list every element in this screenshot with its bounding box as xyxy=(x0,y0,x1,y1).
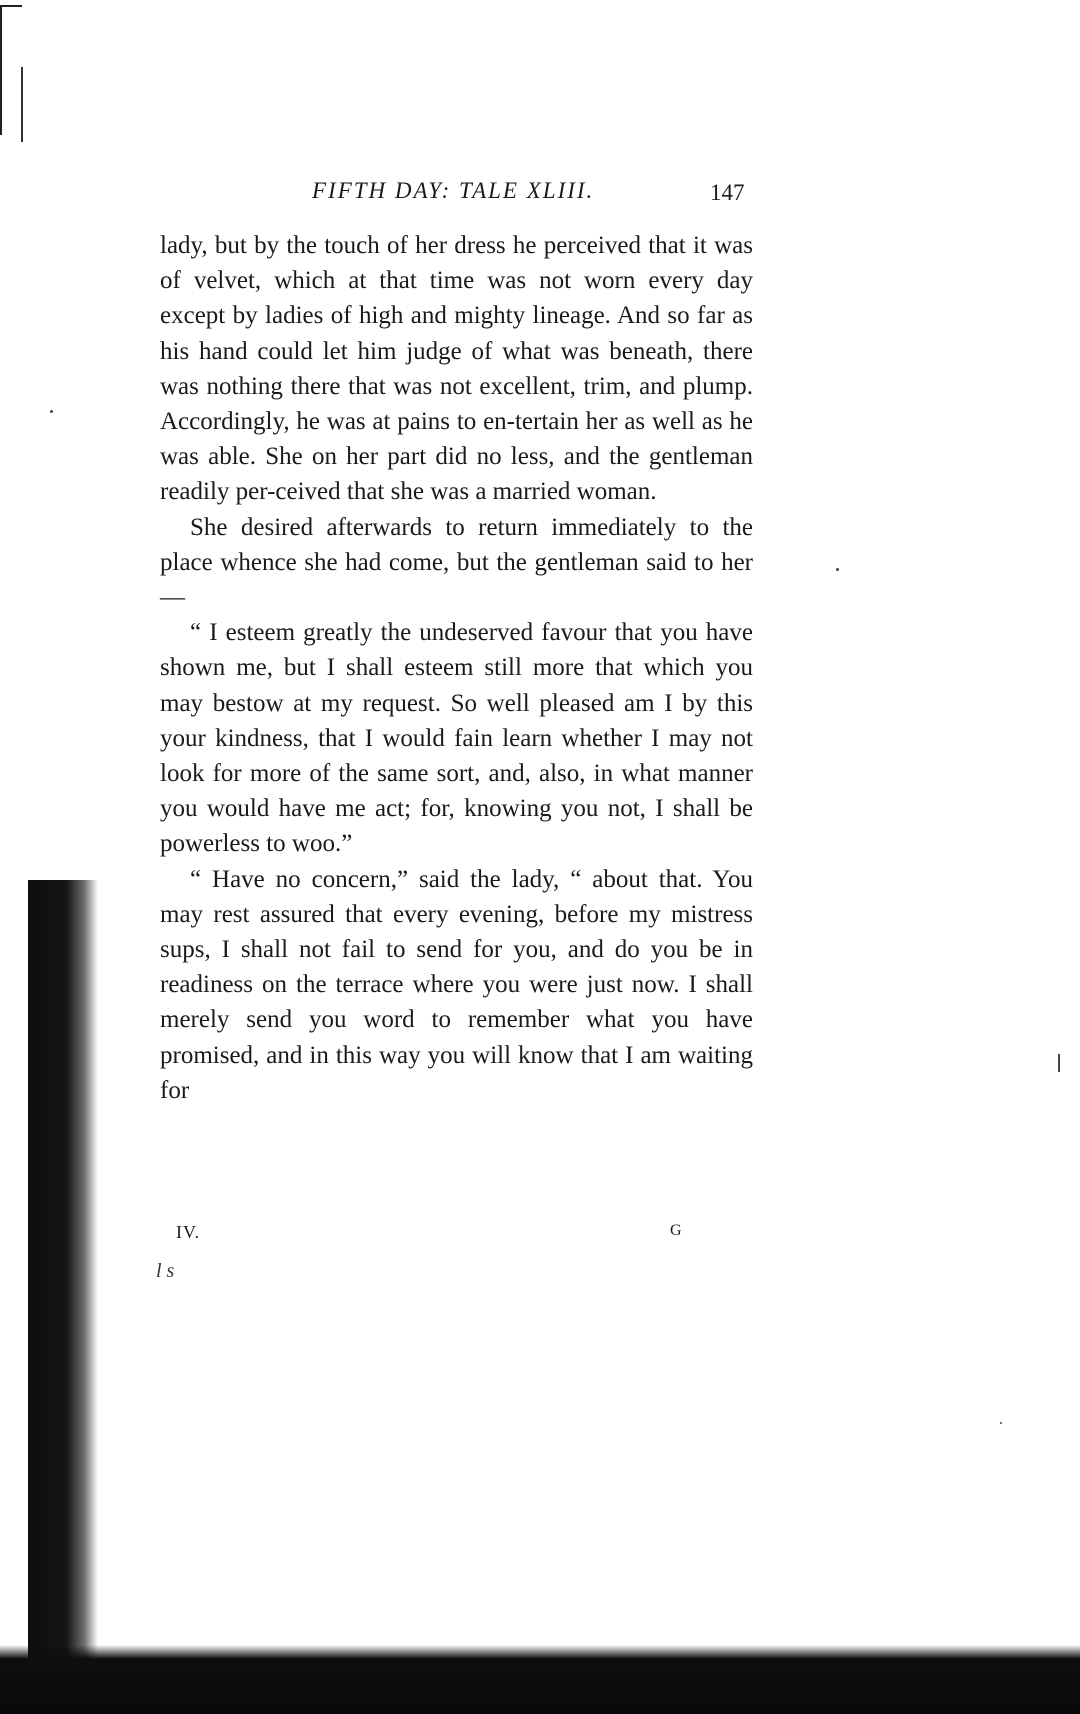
paragraph: “ Have no concern,” said the lady, “ about that. You may rest assured that every evening, before my mistress sups, I shall not fail to send for you, and do you be in readiness on the terrace where you were just now. I shall merely send you word to remember what you have promised, and in this way you will know that I am waiting for xyxy=(160,865,753,1104)
scan-corner-mark xyxy=(0,5,22,135)
scan-speck xyxy=(1058,1054,1060,1072)
bottom-scan-shadow xyxy=(0,1645,1080,1714)
volume-signature: IV. xyxy=(176,1222,201,1242)
paragraph: “ I esteem greatly the undeserved favour that you have shown me, but I shall esteem still more that which you may bestow at my request. So well pleased am I by this your kindness, that I would fain learn whether I may not look for more of the same sort, and, also, in what manner you would have me act; for, knowing you not, I shall be powerless to woo.” xyxy=(160,619,753,858)
scan-speck xyxy=(836,568,839,571)
scan-speck xyxy=(50,410,53,413)
running-title: FIFTH DAY: TALE XLIII. xyxy=(312,178,595,203)
paragraph: She desired afterwards to return immediately to the place whence she had come, but the gentleman said to her— xyxy=(160,513,753,612)
scan-speck xyxy=(1000,1422,1002,1424)
page-number: 147 xyxy=(710,180,745,205)
body-text xyxy=(160,228,753,1108)
spine-shadow xyxy=(28,880,98,1660)
pencil-scribble: l s xyxy=(156,1260,175,1282)
gathering-mark: G xyxy=(670,1222,682,1239)
running-head xyxy=(160,178,760,218)
paragraph: lady, but by the touch of her dress he perceived that it was of velvet, which at that time was not worn every day except by ladies of high and mighty lineage. And so far as his hand could let him judge of what was beneath, there was nothing there that was not excellent, trim, and plump. Accordingly, he was at pains to en-tertain her as well as he was able. She on her part did no less, and the gentleman readily per-ceived that she was a married woman. xyxy=(160,232,753,506)
